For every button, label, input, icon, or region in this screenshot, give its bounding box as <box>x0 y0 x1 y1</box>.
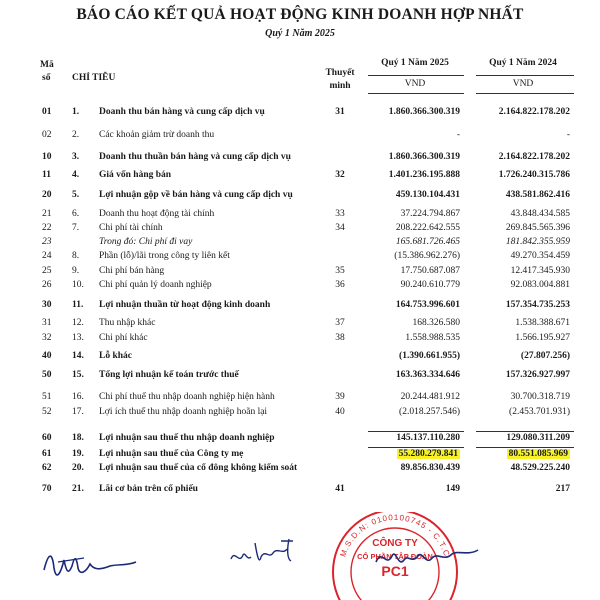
row-value-2024: 129.080.311.209 <box>506 433 570 443</box>
row-value-2025: 145.137.110.280 <box>396 433 460 443</box>
row-value-2024: 43.848.434.585 <box>510 209 570 219</box>
table-row <box>0 484 600 498</box>
row-value-2024: 1.566.195.927 <box>515 333 570 343</box>
row-value-2024: 438.581.862.416 <box>505 190 570 200</box>
table-row <box>0 351 600 365</box>
row-index: 8. <box>72 251 80 261</box>
table-row <box>0 223 600 237</box>
total-rule-2024 <box>476 447 574 448</box>
row-note: 35 <box>335 266 345 276</box>
report-title: BÁO CÁO KẾT QUẢ HOẠT ĐỘNG KINH DOANH HỢP NHẤT <box>76 6 524 23</box>
row-value-2025: 163.363.334.646 <box>395 370 460 380</box>
row-note: 37 <box>335 318 345 328</box>
row-code: 23 <box>42 237 52 247</box>
row-value-2024: 12.417.345.930 <box>510 266 570 276</box>
table-row <box>0 107 600 121</box>
row-note: 41 <box>335 484 345 494</box>
row-value-2025: (15.386.962.276) <box>394 251 460 261</box>
row-value-2024: 1.538.388.671 <box>515 318 570 328</box>
row-label: Chi phí tài chính <box>99 223 163 233</box>
table-row <box>0 237 600 251</box>
row-code: 40 <box>42 351 52 361</box>
row-value-2024: 269.845.565.396 <box>505 223 570 233</box>
row-label: Chi phí quản lý doanh nghiệp <box>99 280 212 290</box>
header-q2024: Quý 1 Năm 2024 <box>489 58 557 68</box>
row-index: 20. <box>72 463 84 473</box>
row-index: 1. <box>72 107 80 117</box>
table-row <box>0 170 600 184</box>
row-value-2024: 1.726.240.315.786 <box>498 170 570 180</box>
row-value-2025: 168.326.580 <box>412 318 460 328</box>
row-value-2024: 49.270.354.459 <box>510 251 570 261</box>
row-value-2025: 37.224.794.867 <box>400 209 460 219</box>
row-index: 15. <box>72 370 84 380</box>
row-label: Lợi nhuận gộp về bán hàng và cung cấp dịch vụ <box>99 190 293 200</box>
row-label: Lỗ khác <box>99 351 132 361</box>
subtotal-rule-2025 <box>368 431 464 432</box>
row-index: 7. <box>72 223 80 233</box>
row-label: Các khoản giảm trừ doanh thu <box>99 130 215 140</box>
row-index: 13. <box>72 333 84 343</box>
row-value-2024: 48.529.225.240 <box>510 463 570 473</box>
row-value-2024: - <box>566 130 570 140</box>
row-value-2024: 30.700.318.719 <box>510 392 570 402</box>
row-value-2025: 89.856.830.439 <box>400 463 460 473</box>
row-code: 11 <box>42 170 51 180</box>
row-value-2024: 2.164.822.178.202 <box>498 152 570 162</box>
row-label: Lợi ích thuế thu nhập doanh nghiệp hoãn lại <box>99 407 268 417</box>
row-note: 39 <box>335 392 345 402</box>
row-code: 70 <box>42 484 52 494</box>
subtotal-rule-2024 <box>476 431 574 432</box>
table-row <box>0 266 600 280</box>
table-row <box>0 152 600 166</box>
row-value-2025: 164.753.996.601 <box>395 300 460 310</box>
row-index: 3. <box>72 152 80 162</box>
row-value-2024: (27.807.256) <box>520 351 570 361</box>
row-code: 50 <box>42 370 52 380</box>
table-row <box>0 370 600 384</box>
row-value-2025: 1.860.366.300.319 <box>388 152 460 162</box>
row-note: 33 <box>335 209 345 219</box>
row-code: 02 <box>42 130 52 140</box>
row-value-2025: 149 <box>445 484 460 494</box>
unit-rule-2024 <box>476 93 574 94</box>
row-value-2025: 90.240.610.779 <box>400 280 460 290</box>
row-value-2025: 55.280.279.841 <box>398 449 458 459</box>
header-so: số <box>42 73 51 83</box>
row-value-2025: 1.401.236.195.888 <box>388 170 460 180</box>
row-index: 12. <box>72 318 84 328</box>
row-value-2024: 80.551.085.969 <box>508 449 568 459</box>
row-label: Doanh thu bán hàng và cung cấp dịch vụ <box>99 107 265 117</box>
header-unit-2025: VND <box>404 79 426 89</box>
row-value-2025: 1.558.988.535 <box>405 333 460 343</box>
row-value-2024: 92.083.004.881 <box>510 280 570 290</box>
row-note: 32 <box>335 170 345 180</box>
row-label: Doanh thu thuần bán hàng và cung cấp dịch vụ <box>99 152 291 162</box>
row-value-2025: 20.244.481.912 <box>400 392 460 402</box>
row-index: 4. <box>72 170 80 180</box>
table-row <box>0 392 600 406</box>
row-note: 34 <box>335 223 345 233</box>
row-value-2025: - <box>456 130 460 140</box>
row-value-2024: 157.354.735.253 <box>505 300 570 310</box>
table-row <box>0 463 600 477</box>
row-value-2025: (2.018.257.546) <box>399 407 460 417</box>
header-q2025: Quý 1 Năm 2025 <box>381 58 449 68</box>
row-note: 38 <box>335 333 345 343</box>
header-rule-2024 <box>476 75 574 76</box>
row-index: 14. <box>72 351 84 361</box>
row-note: 36 <box>335 280 345 290</box>
row-note: 40 <box>335 407 345 417</box>
row-value-2024: 217 <box>555 484 570 494</box>
row-index: 21. <box>72 484 84 494</box>
row-code: 61 <box>42 449 52 459</box>
row-index: 9. <box>72 266 80 276</box>
row-code: 31 <box>42 318 52 328</box>
header-minh: minh <box>329 81 351 91</box>
table-row <box>0 209 600 223</box>
row-label: Chi phí khác <box>99 333 148 343</box>
row-label: Phần (lỗ)/lãi trong công ty liên kết <box>99 251 230 261</box>
row-code: 62 <box>42 463 52 473</box>
unit-rule-2025 <box>368 93 464 94</box>
row-value-2025: 165.681.726.465 <box>395 237 460 247</box>
row-value-2024: (2.453.701.931) <box>509 407 570 417</box>
row-value-2025: (1.390.661.955) <box>399 351 460 361</box>
row-label: Lãi cơ bản trên cổ phiếu <box>99 484 198 494</box>
row-code: 30 <box>42 300 52 310</box>
row-label: Lợi nhuận sau thuế thu nhập doanh nghiệp <box>99 433 275 443</box>
signature-director <box>372 538 482 578</box>
row-code: 51 <box>42 392 52 402</box>
table-row <box>0 190 600 204</box>
table-row <box>0 251 600 265</box>
row-code: 10 <box>42 152 52 162</box>
svg-text:CỔ PHẦN TẬP ĐOÀN: CỔ PHẦN TẬP ĐOÀN <box>357 552 433 561</box>
table-row <box>0 433 600 447</box>
row-code: 24 <box>42 251 52 261</box>
table-row <box>0 318 600 332</box>
header-chi-tieu: CHỈ TIÊU <box>72 73 116 83</box>
row-value-2025: 459.130.104.431 <box>395 190 460 200</box>
row-code: 22 <box>42 223 52 233</box>
table-row <box>0 333 600 347</box>
row-value-2024: 181.842.355.959 <box>505 237 570 247</box>
signature-preparer <box>40 540 140 588</box>
row-index: 10. <box>72 280 84 290</box>
row-label: Tổng lợi nhuận kế toán trước thuế <box>99 370 239 380</box>
row-index: 5. <box>72 190 80 200</box>
row-code: 20 <box>42 190 52 200</box>
row-value-2025: 208.222.642.555 <box>395 223 460 233</box>
row-value-2025: 17.750.687.087 <box>400 266 460 276</box>
row-label: Giá vốn hàng bán <box>99 170 172 180</box>
report-period: Quý 1 Năm 2025 <box>265 28 335 39</box>
header-unit-2024: VND <box>512 79 534 89</box>
row-label: Lợi nhuận sau thuế của cổ đông không kiểm soát <box>99 463 298 473</box>
row-value-2025: 1.860.366.300.319 <box>388 107 460 117</box>
row-label: Trong đó: Chi phí đi vay <box>99 237 193 247</box>
row-label: Thu nhập khác <box>99 318 156 328</box>
row-code: 21 <box>42 209 52 219</box>
header-rule-2025 <box>368 75 464 76</box>
row-index: 19. <box>72 449 84 459</box>
row-index: 2. <box>72 130 80 140</box>
row-label: Doanh thu hoạt động tài chính <box>99 209 215 219</box>
row-index: 17. <box>72 407 84 417</box>
row-label: Chi phí thuế thu nhập doanh nghiệp hiện hành <box>99 392 275 402</box>
row-value-2024: 2.164.822.178.202 <box>498 107 570 117</box>
header-ma: Mã <box>40 60 54 70</box>
row-code: 60 <box>42 433 52 443</box>
table-row <box>0 280 600 294</box>
row-index: 11. <box>72 300 84 310</box>
row-label: Lợi nhuận thuần từ hoạt động kinh doanh <box>99 300 271 310</box>
row-code: 25 <box>42 266 52 276</box>
row-value-2024: 157.326.927.997 <box>505 370 570 380</box>
total-rule-2025 <box>368 447 464 448</box>
row-code: 32 <box>42 333 52 343</box>
table-row <box>0 449 600 463</box>
row-label: Chi phí bán hàng <box>99 266 165 276</box>
header-thuyet: Thuyết <box>325 68 355 78</box>
row-index: 16. <box>72 392 84 402</box>
row-note: 31 <box>335 107 345 117</box>
row-code: 52 <box>42 407 52 417</box>
svg-text:PC1: PC1 <box>381 563 409 579</box>
row-label: Lợi nhuận sau thuế của Công ty mẹ <box>99 449 244 459</box>
table-row <box>0 130 600 144</box>
table-row <box>0 407 600 421</box>
svg-text:M.S.D.N: 0100100745 - C.T.C: M.S.D.N: 0100100745 - C.T.C <box>338 512 452 559</box>
row-code: 26 <box>42 280 52 290</box>
row-code: 01 <box>42 107 52 117</box>
table-row <box>0 300 600 314</box>
signature-accountant <box>225 535 315 575</box>
row-index: 18. <box>72 433 84 443</box>
row-index: 6. <box>72 209 80 219</box>
svg-text:CÔNG TY: CÔNG TY <box>372 538 418 549</box>
